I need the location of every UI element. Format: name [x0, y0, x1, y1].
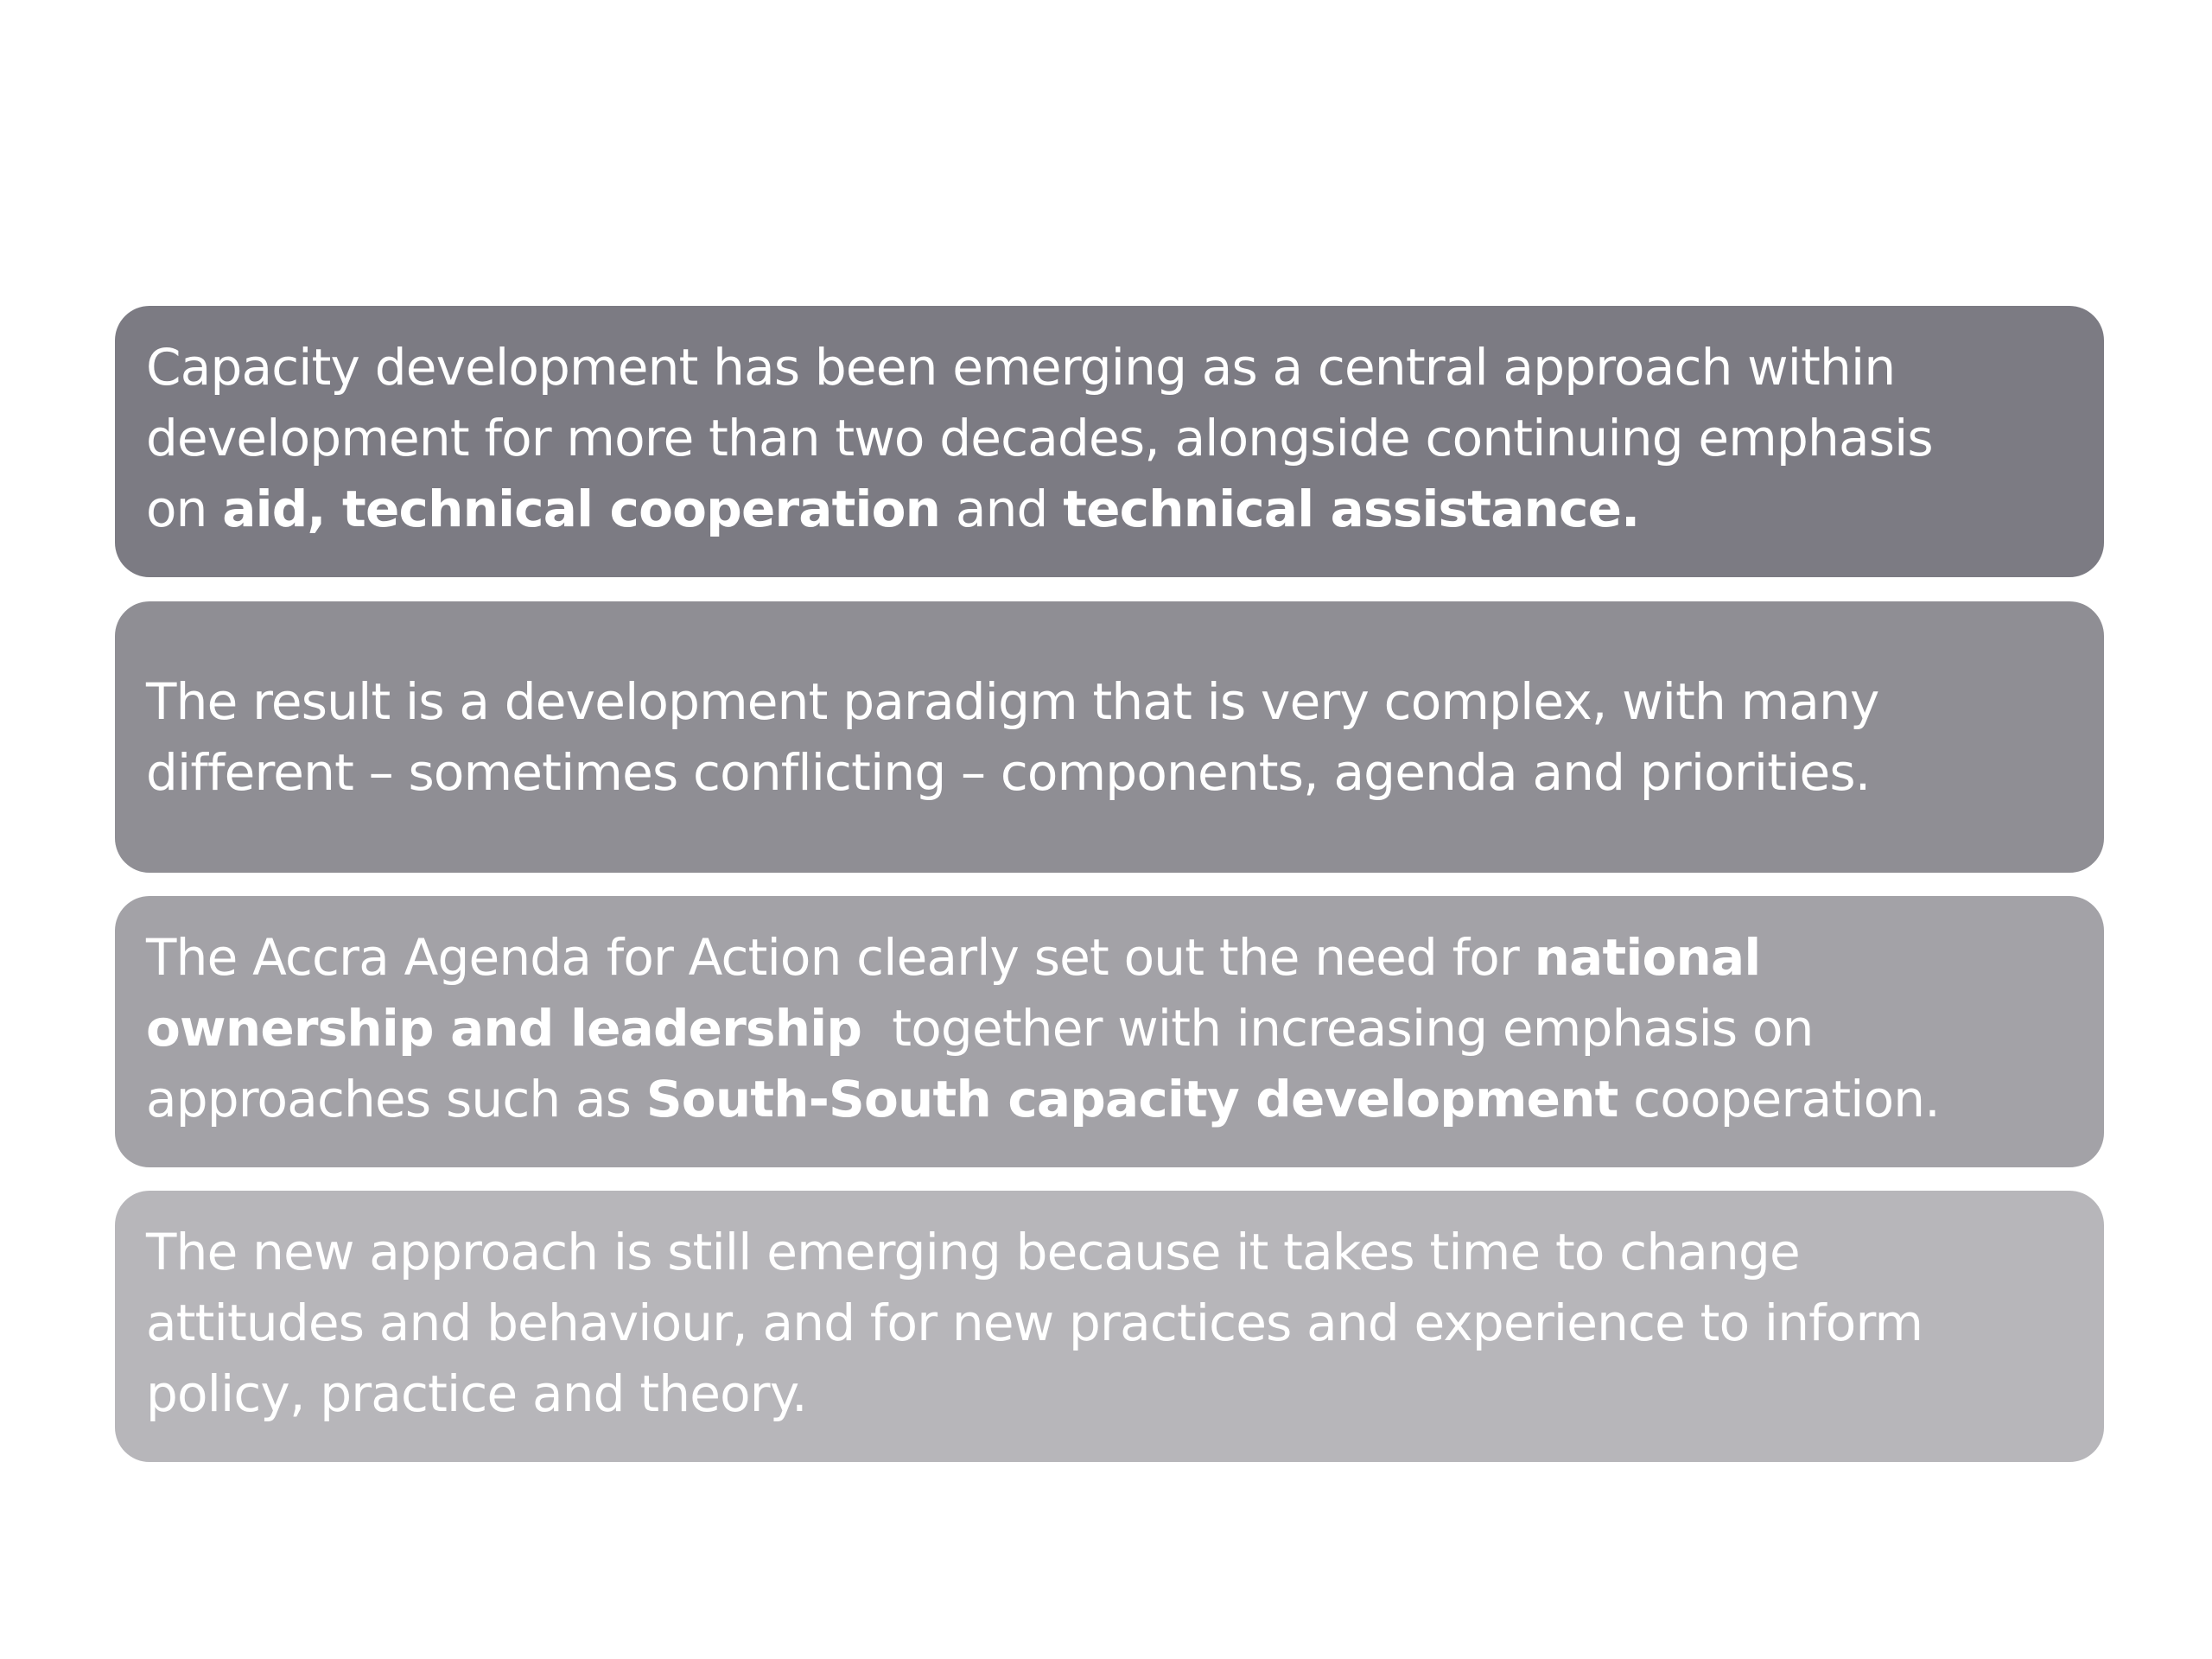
text-run: Capacity development has been emerging as a central approach within — [146, 338, 1896, 397]
box-text — [146, 922, 1940, 1135]
text-box-capacity-development — [115, 306, 2104, 577]
text-run: cooperation. — [1618, 1070, 1940, 1128]
text-line — [146, 737, 1879, 808]
text-line — [146, 1358, 1923, 1429]
text-run: different – sometimes conflicting – components, agenda and priorities. — [146, 743, 1871, 802]
box-text — [146, 332, 1933, 544]
text-line — [146, 993, 1940, 1064]
text-run: development for more than two decades, alongside continuing emphasis — [146, 409, 1933, 467]
text-run: The Accra Agenda for Action clearly set out the need for — [146, 928, 1535, 987]
text-line — [146, 332, 1933, 403]
bold-text-run: aid, technical cooperation — [222, 480, 941, 538]
text-line — [146, 666, 1879, 737]
bold-text-run: South-South capacity development — [645, 1070, 1618, 1128]
text-line — [146, 922, 1940, 993]
text-box-new-approach — [115, 1191, 2104, 1462]
text-box-accra-agenda — [115, 896, 2104, 1167]
bold-text-run: national — [1534, 928, 1761, 987]
text-run: and — [940, 480, 1064, 538]
text-line — [146, 474, 1933, 544]
text-box-development-paradigm — [115, 601, 2104, 873]
text-line — [146, 403, 1933, 474]
text-line — [146, 1217, 1923, 1287]
text-run: approaches such as — [146, 1070, 646, 1128]
text-run: attitudes and behaviour, and for new practices and experience to inform — [146, 1294, 1923, 1352]
bold-text-run: ownership and leadership — [146, 999, 862, 1058]
text-line — [146, 1064, 1940, 1135]
box-text — [146, 666, 1879, 808]
text-run: The new approach is still emerging because it takes time to change — [146, 1223, 1800, 1281]
text-line — [146, 1287, 1923, 1358]
text-run: policy, practice and theory. — [146, 1364, 807, 1423]
text-run: The result is a development paradigm that is very complex, with many — [146, 672, 1879, 731]
box-text — [146, 1217, 1923, 1429]
text-run: on — [146, 480, 223, 538]
text-run: together with increasing emphasis on — [861, 999, 1814, 1058]
bold-text-run: technical assistance. — [1063, 480, 1640, 538]
